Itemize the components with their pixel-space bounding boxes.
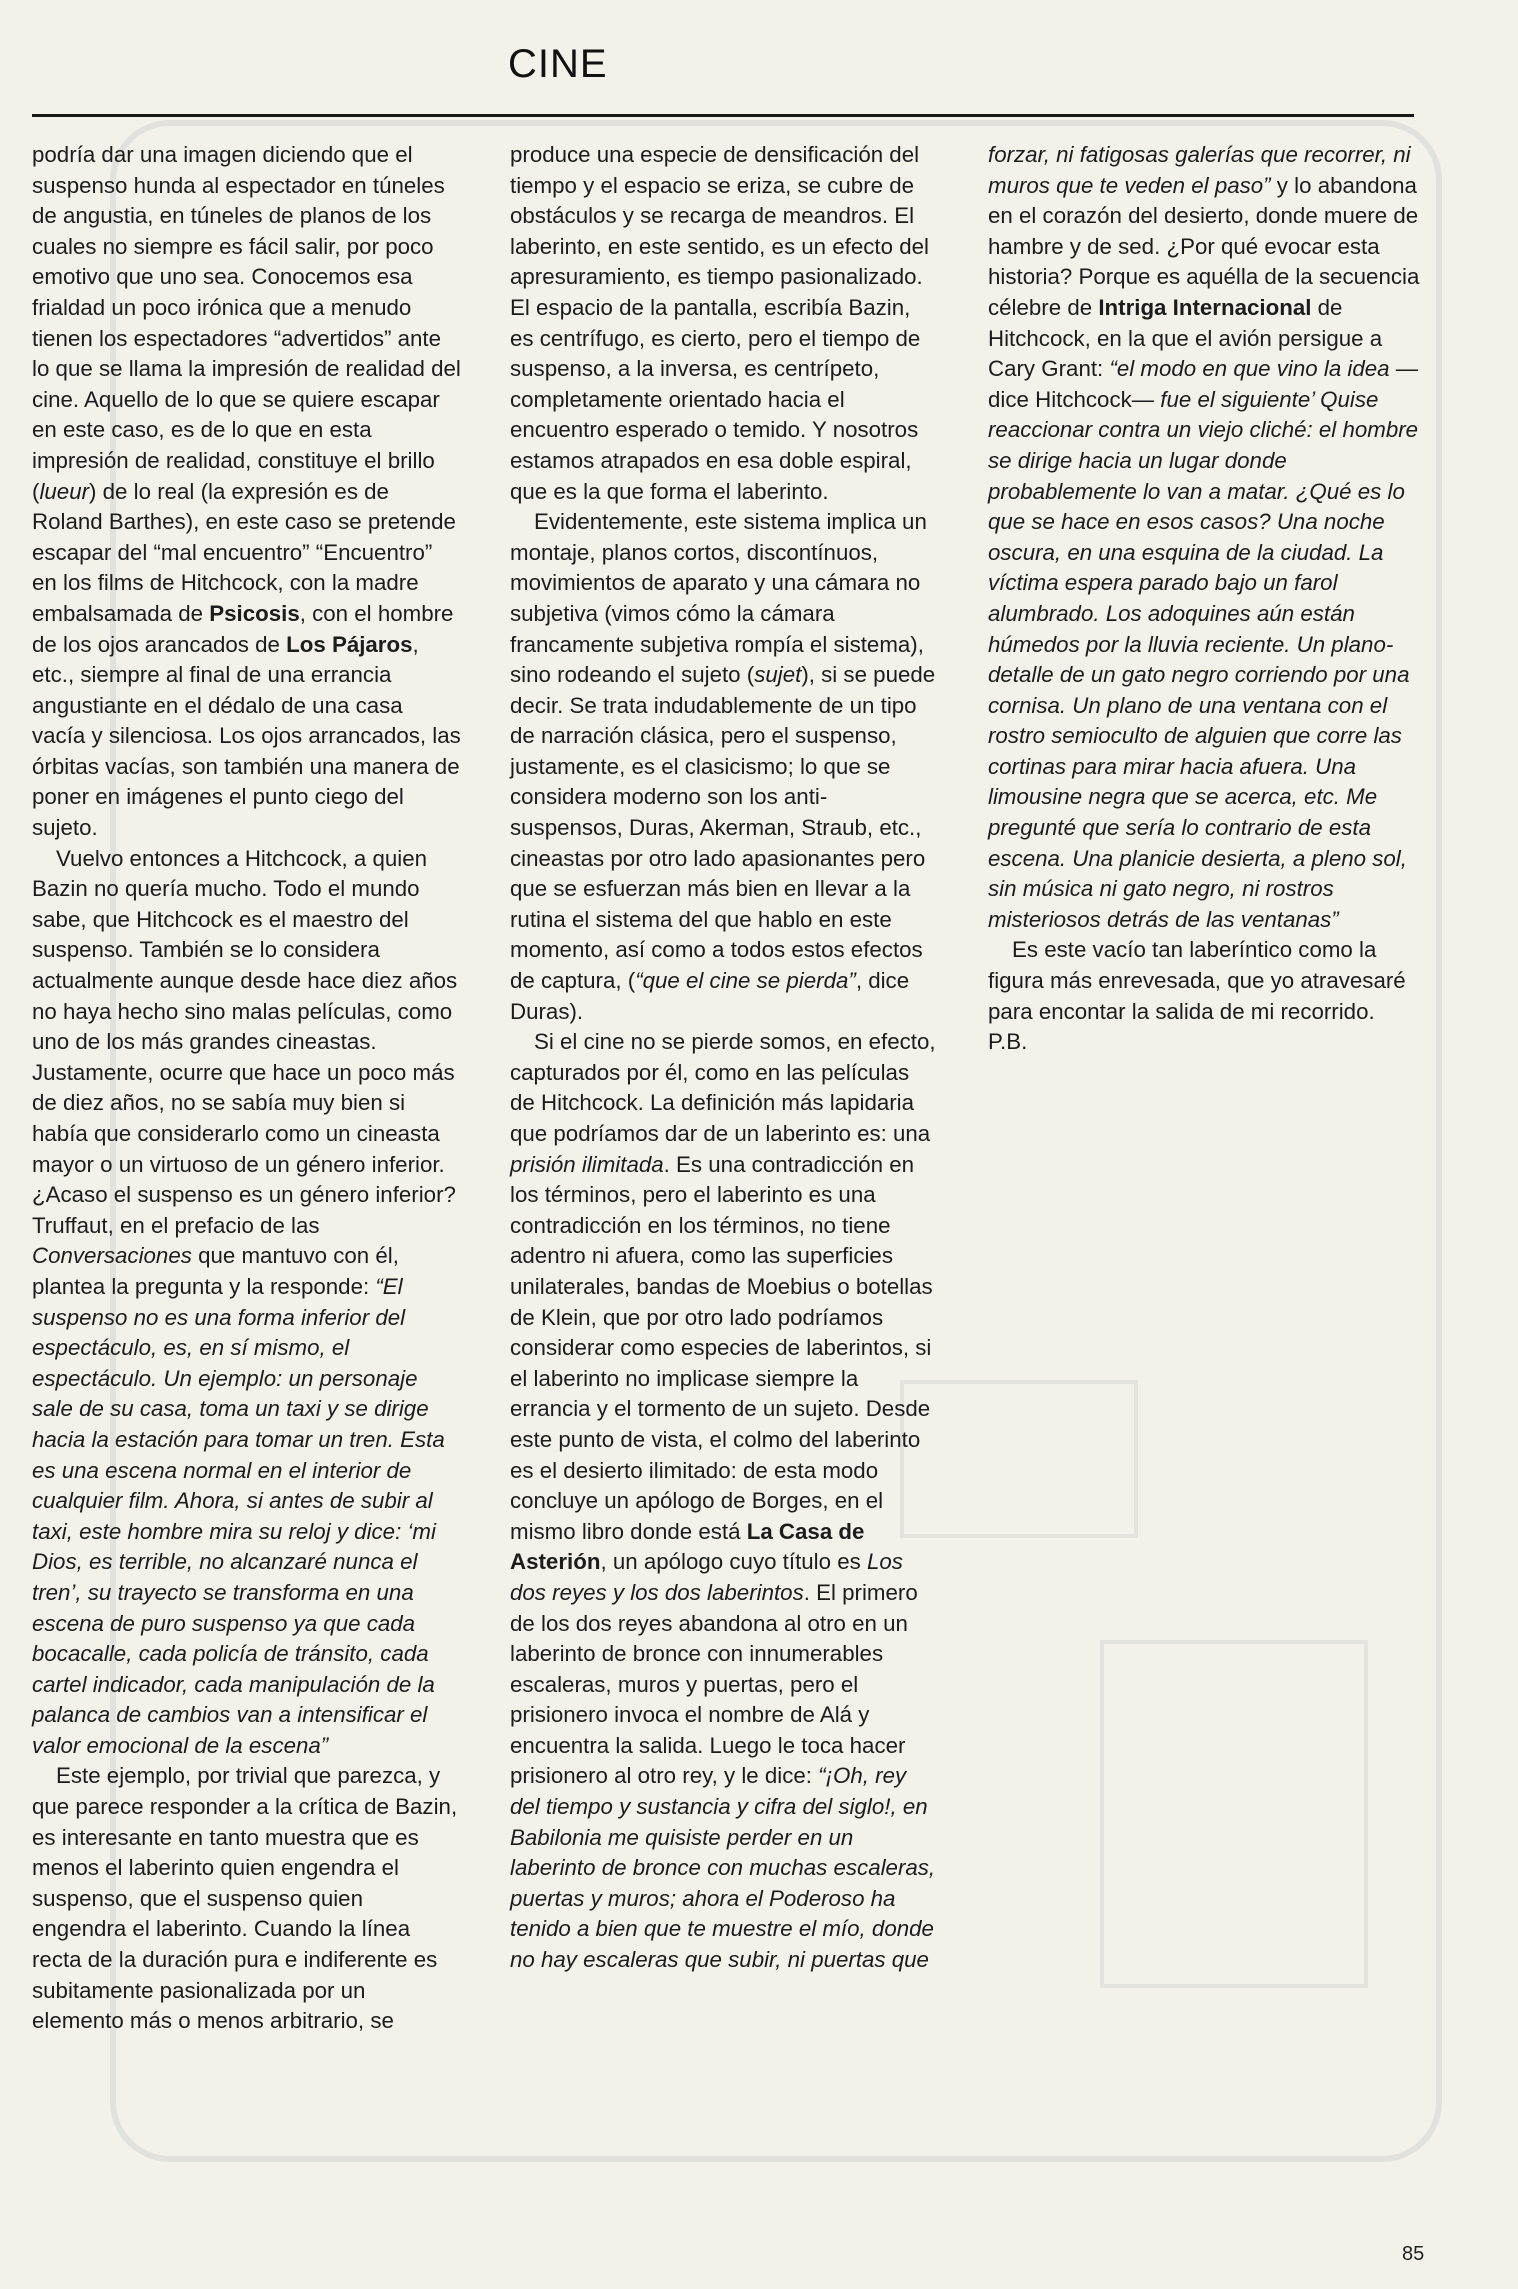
title-reference: Intriga Internacional: [1098, 294, 1312, 320]
text-run: Es este vacío tan laberíntico como la figura más enrevesada, que yo atravesaré para encontar la salida de mi recorrido. P.B.: [988, 937, 1406, 1055]
title-reference: La Casa de Asterión: [510, 1518, 865, 1575]
text-run: Evidentemente, este sistema implica un montaje, planos cortos, discontínuos, movimientos de aparato y una cámara no subjetiva (vimos cómo la cámara francamente subjetiva rompía el sistema), sino rodeando el sujeto (: [510, 509, 927, 688]
italic-text: “¡Oh, rey del tiempo y sustancia y cifra del siglo!, en Babilonia me quisiste perder en un laberinto de bronce con muchas escaleras, puertas y muros; ahora el Poderoso ha tenido a bien que te muestre el mío, donde no hay escaleras que subir, ni puertas que: [510, 1763, 936, 1973]
text-run: Este ejemplo, por trivial que parezca, y que parece responder a la crítica de Bazin, es interesante en tanto muestra que es menos el laberinto quien engendra el suspenso, que el suspenso quien engendra el laberinto. Cuando la línea recta de la duración pura e indiferente es subitamente pasionalizada por un elemento más o menos arbitrario, se: [32, 1763, 458, 2034]
italic-text: lueur: [39, 478, 90, 504]
paragraph: [32, 844, 462, 1762]
italic-text: “que el cine se pierda”: [635, 968, 856, 994]
title-reference: Psicosis: [209, 600, 300, 626]
paragraph: [988, 935, 1420, 1057]
title-reference: Los Pájaros: [286, 631, 413, 657]
italic-text: “el modo en que vino la idea: [1109, 356, 1390, 382]
italic-text: fue el siguiente’ Quise reaccionar contra un viejo cliché: el hombre se dirige hacia un lugar donde probablemente lo van a matar. ¿Qué es lo que se hace en esos casos? Una noche oscura, en una esquina de la ciudad. La víctima espera parado bajo un farol alumbrado. Los adoquines aún están húmedos por la lluvia reciente. Un plano-detalle de un gato negro corriendo por una cornisa. Un plano de una ventana con el rostro semioculto de alguien que corre las cortinas para mirar hacia afuera. Una limousine negra que se acerca, etc. Me pregunté que sería lo contrario de esta escena. Una planicie desierta, a pleno sol, sin música ni gato negro, ni rostros misteriosos detrás de las ventanas”: [988, 386, 1419, 932]
section-title: CINE: [508, 42, 608, 86]
paragraph: [32, 1761, 462, 2036]
text-column-3: [988, 140, 1420, 1058]
italic-text: Los dos reyes y los dos laberintos: [510, 1549, 903, 1605]
header-rule: [32, 114, 1414, 117]
italic-text: Conversaciones: [32, 1243, 192, 1269]
text-run: , con el hombre de los ojos arancados de: [32, 600, 454, 657]
paragraph: [32, 140, 462, 844]
paragraph: [988, 140, 1420, 935]
text-column-2: [510, 140, 940, 1976]
text-run: —dice Hitchcock—: [988, 356, 1419, 412]
text-run: . Es una contradicción en los términos, pero el laberinto es una contradicción en los términos, no tiene adentro ni afuera, como las superficies unilaterales, bandas de Moebius o botellas de Klein, que por otro lado podríamos considerar como especies de laberintos, si el laberinto no implicase siempre la errancia y el tormento de un sujeto. Desde este punto de vista, el colmo del laberinto es el desierto ilimitado: de esta modo concluye un apólogo de Borges, en el mismo libro donde está: [510, 1151, 933, 1544]
page-number: 85: [1402, 2243, 1425, 2265]
text-run: , un apólogo cuyo título es: [600, 1549, 867, 1575]
text-run: que mantuvo con él, plantea la pregunta y la responde:: [32, 1243, 399, 1299]
text-run: y lo abandona en el corazón del desierto, donde muere de hambre y de sed. ¿Por qué evocar esta historia? Porque es aquélla de la secuencia célebre de: [988, 172, 1420, 320]
paragraph: [510, 140, 940, 507]
bleed-through-box: [1100, 1640, 1368, 1988]
italic-text: sujet: [754, 662, 802, 688]
text-run: Vuelvo entonces a Hitchcock, a quien Bazin no quería mucho. Todo el mundo sabe, que Hitchcock es el maestro del suspenso. También se lo considera actualmente aunque desde hace diez años no haya hecho sino malas películas, como uno de los más grandes cineastas. Justamente, ocurre que hace un poco más de diez años, no se sabía muy bien si había que considerarlo como un cineasta mayor o un virtuoso de un género inferior. ¿Acaso el suspenso es un género inferior? Truffaut, en el prefacio de las: [32, 845, 458, 1238]
text-run: produce una especie de densificación del tiempo y el espacio se eriza, se cubre de obstáculos y se recarga de meandros. El laberinto, en este sentido, es un efecto del apresuramiento, es tiempo pasionalizado. El espacio de la pantalla, escribía Bazin, es centrífugo, es cierto, pero el tiempo de suspenso, a la inversa, es centrípeto, completamente orientado hacia el encuentro esperado o temido. Y nosotros estamos atrapados en esa doble espiral, que es la que forma el laberinto.: [510, 142, 929, 504]
text-column-1: [32, 140, 462, 2037]
text-run: , dice Duras).: [510, 968, 910, 1024]
paragraph: [510, 507, 940, 1027]
text-run: . El primero de los dos reyes abandona al otro en un laberinto de bronce con innumerables escaleras, muros y puertas, pero el prisionero invoca el nombre de Alá y encuentra la salida. Luego le toca hacer prisionero al otro rey, y le dice:: [510, 1579, 918, 1789]
italic-text: forzar, ni fatigosas galerías que recorrer, ni muros que te veden el paso”: [988, 142, 1411, 198]
text-run: , etc., siempre al final de una errancia angustiante en el dédalo de una casa vacía y silenciosa. Los ojos arrancados, las órbitas vacías, son también una manera de poner en imágenes el punto ciego del sujeto.: [32, 631, 461, 841]
text-run: Si el cine no se pierde somos, en efecto, capturados por él, como en las películas de Hitchcock. La definición más lapidaria que podríamos dar de un laberinto es: una: [510, 1029, 936, 1146]
italic-text: prisión ilimitada: [510, 1151, 664, 1177]
text-run: ), si se puede decir. Se trata indudablemente de un tipo de narración clásica, pero el suspenso, justamente, es el clasicismo; lo que se considera moderno son los anti-suspensos, Duras, Akerman, Straub, etc., cineastas por otro lado apasionantes pero que se esfuerzan más bien en llevar a la rutina el sistema del que hablo en este momento, así como a todos estos efectos de captura, (: [510, 662, 936, 994]
paragraph: [510, 1027, 940, 1975]
italic-text: “El suspenso no es una forma inferior del espectáculo, es, en sí mismo, el espectáculo. Un ejemplo: un personaje sale de su casa, toma un taxi y se dirige hacia la estación para tomar un tren. Esta es una escena normal en el interior de cualquier film. Ahora, si antes de subir al taxi, este hombre mira su reloj y dice: ‘mi Dios, es terrible, no alcanzaré nunca el tren’, su trayecto se transforma en una escena de puro suspenso ya que cada bocacalle, cada policía de tránsito, cada cartel indicador, cada manipulación de la palanca de cambios van a intensificar el valor emocional de la escena”: [32, 1273, 445, 1758]
text-run: podría dar una imagen diciendo que el suspenso hunda al espectador en túneles de angustia, en túneles de planos de los cuales no siempre es fácil salir, por poco emotivo que uno sea. Conocemos esa frialdad un poco irónica que a menudo tienen los espectadores “advertidos” ante lo que se llama la impresión de realidad del cine. Aquello de lo que se quiere escapar en este caso, es de lo que en esta impresión de realidad, constituye el brillo (: [32, 142, 461, 504]
text-run: ) de lo real (la expresión es de Roland Barthes), en este caso se pretende escapar del “mal encuentro” “Encuentro” en los films de Hitchcock, con la madre embalsamada de: [32, 478, 456, 626]
text-run: de Hitchcock, en la que el avión persigue a Cary Grant:: [988, 294, 1383, 382]
